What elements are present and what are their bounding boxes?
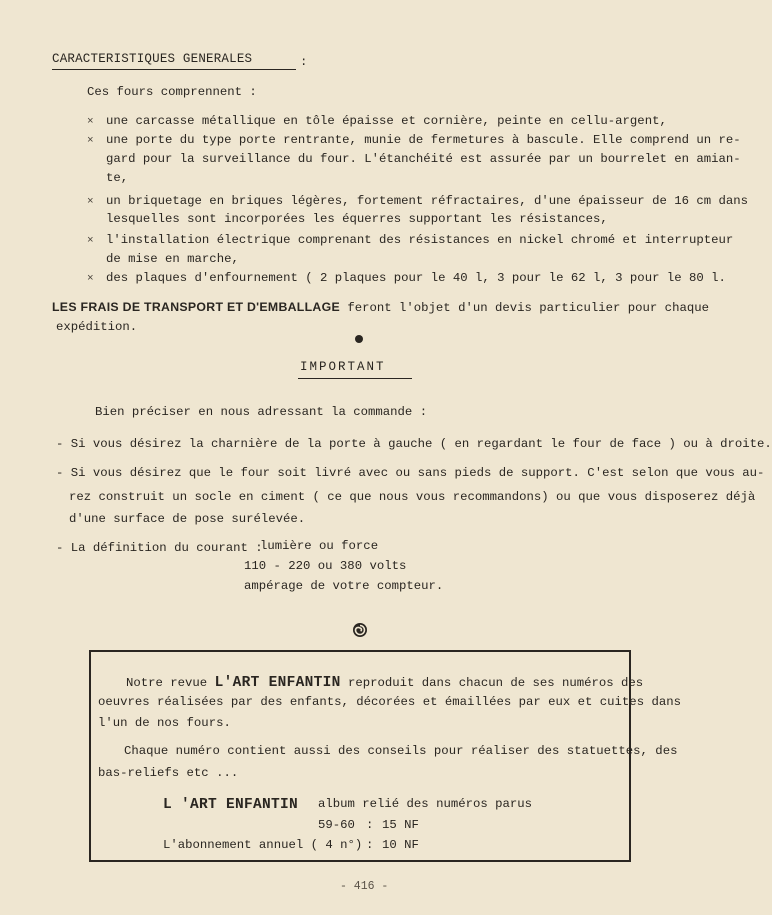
transport-rest: feront l'objet d'un devis particulier pour chaque (347, 301, 709, 315)
album-issue: 59-60 (318, 818, 355, 832)
swirl-ornament-icon (352, 622, 368, 638)
separator-dot (355, 335, 363, 343)
bullet-line: une carcasse métallique en tôle épaisse et cornière, peinte en cellu-argent, (106, 114, 667, 128)
bullet-line: une porte du type porte rentrante, munie de fermetures à bascule. Elle comprend un re- (106, 133, 741, 147)
bullet-line: de mise en marche, (106, 252, 239, 266)
intro-text: Ces fours comprennent : (87, 85, 257, 99)
important-underline (298, 378, 412, 379)
bullet-marker: × (87, 273, 94, 285)
box-text: Notre revue (126, 676, 208, 690)
bullet-line: des plaques d'enfournement ( 2 plaques pour le 40 l, 3 pour le 62 l, 3 pour le 80 l. (106, 271, 726, 285)
box-paragraph-line: oeuvres réalisées par des enfants, décorées et émaillées par eux et cuites dans (98, 695, 681, 709)
box-text: reproduit dans chacun de ses numéros des (348, 676, 644, 690)
bullet-marker: × (87, 196, 94, 208)
box-paragraph-line (126, 675, 643, 691)
important-item: - Si vous désirez la charnière de la porte à gauche ( en regardant le four de face ) ou à droite. (56, 437, 772, 451)
bullet-line: l'installation électrique comprenant des résistances en nickel chromé et interrupteur (106, 233, 734, 247)
album-description: album relié des numéros parus (318, 797, 533, 811)
heading-underline (52, 69, 296, 70)
subscription-price: 10 NF (382, 838, 419, 852)
box-paragraph-line: Chaque numéro contient aussi des conseils pour réaliser des statuettes, des (124, 744, 678, 758)
bullet-marker: × (87, 235, 94, 247)
transport-paragraph (52, 300, 709, 315)
brand-name: L'ART ENFANTIN (214, 675, 341, 691)
section-heading: CARACTERISTIQUES GENERALES (52, 52, 253, 66)
important-item: rez construit un socle en ciment ( ce que nous vous recommandons) ou que vous disposerez déjà (69, 490, 756, 504)
important-item: - Si vous désirez que le four soit livré avec ou sans pieds de support. C'est selon que vous au- (56, 466, 765, 480)
box-paragraph-line: l'un de nos fours. (98, 716, 231, 730)
page-number: - 416 - (340, 880, 389, 893)
transport-line2: expédition. (56, 320, 138, 334)
important-item: d'une surface de pose surélevée. (69, 512, 306, 526)
subscription-label: L'abonnement annuel ( 4 n°) (163, 838, 363, 852)
bullet-marker: × (87, 135, 94, 147)
important-intro: Bien préciser en nous adressant la commande : (95, 405, 428, 419)
album-brand: L 'ART ENFANTIN (163, 797, 299, 813)
album-price: 15 NF (382, 818, 419, 832)
important-heading: IMPORTANT (300, 360, 386, 374)
courant-value: 110 - 220 ou 380 volts (244, 559, 407, 573)
bullet-line: un briquetage en briques légères, fortement réfractaires, d'une épaisseur de 16 cm dans (106, 194, 749, 208)
courant-label: - La définition du courant : (56, 541, 263, 555)
heading-colon: : (300, 55, 308, 69)
bullet-line: gard pour la surveillance du four. L'étanchéité est assurée par un bourrelet en amian- (106, 152, 741, 166)
subscription-sep: : (366, 838, 374, 852)
transport-bold: LES FRAIS DE TRANSPORT ET D'EMBALLAGE (52, 300, 340, 314)
box-paragraph-line: bas-reliefs etc ... (98, 766, 239, 780)
album-sep: : (366, 818, 374, 832)
courant-value: ampérage de votre compteur. (244, 579, 444, 593)
bullet-line: te, (106, 171, 129, 185)
bullet-line: lesquelles sont incorporées les équerres supportant les résistances, (106, 212, 608, 226)
bullet-marker: × (87, 116, 94, 128)
courant-value: lumière ou force (260, 539, 379, 553)
